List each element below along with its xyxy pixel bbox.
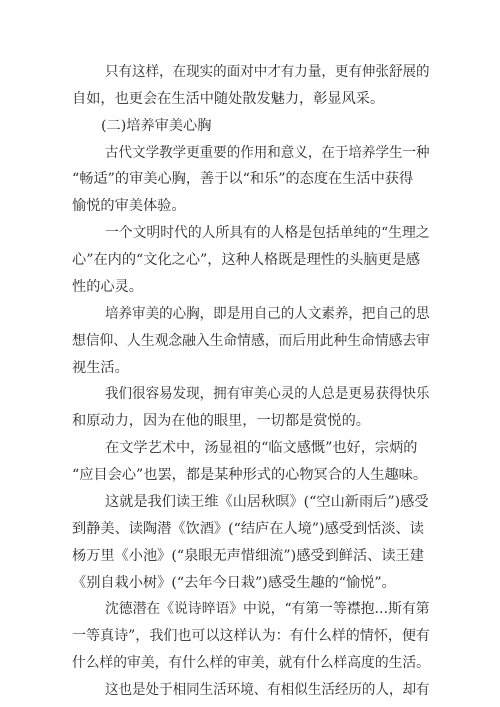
text-line: 这就是我们读王维《山居秋暝》(“空山新雨后”)感受 xyxy=(105,494,429,510)
text-line: 培养审美的心胸，即是用自己的人文素养，把自己的思 xyxy=(105,306,430,322)
text-line: 心”在内的“文化之心”，这种人格既是理性的头脑更是感 xyxy=(72,252,421,268)
text-line: 《别自栽小树》(“去年今日栽”)感受生趣的“愉悦”。 xyxy=(72,575,396,591)
text-line: 沈德潜在《说诗晬语》中说，“有第一等襟抱…斯有第 xyxy=(105,601,430,617)
text-line: 在文学艺术中，汤显祖的“临文感慨”也好，宗炳的 xyxy=(105,440,418,456)
text-line: 到静美、读陶潜《饮酒》(“结庐在人境”)感受到恬淡、读 xyxy=(72,521,424,537)
text-line: 视生活。 xyxy=(72,360,129,376)
text-line: 和原动力，因为在他的眼里，一切都是赏悦的。 xyxy=(72,413,370,429)
section-heading: (二)培养审美心胸 xyxy=(101,118,212,134)
text-line: 只有这样，在现实的面对中才有力量，更有伸张舒展的 xyxy=(105,64,430,80)
text-line: 什么样的审美，有什么样的审美，就有什么样高度的生活。 xyxy=(72,655,430,671)
text-line: “应目会心”也罢，都是某种形式的心物冥合的人生趣味。 xyxy=(72,467,428,483)
text-line: 愉悦的审美体验。 xyxy=(72,198,186,214)
text-line: 自如，也更会在生活中随处散发魅力，彰显风采。 xyxy=(72,91,385,107)
text-line: 杨万里《小池》(“泉眼无声惜细流”)感受到鲜活、读王建 xyxy=(72,548,424,564)
text-line: 想信仰、人生观念融入生命情感，而后用此种生命情感去审 xyxy=(72,333,430,349)
text-line: 这也是处于相同生活环境、有相似生活经历的人，却有 xyxy=(105,682,430,698)
text-line: 一等真诗”，我们也可以这样认为：有什么样的情怀，便有 xyxy=(72,628,430,644)
text-line: 性的心灵。 xyxy=(72,279,143,295)
text-line: 古代文学教学更重要的作用和意义，在于培养学生一种 xyxy=(105,145,430,161)
text-line: 我们很容易发现，拥有审美心灵的人总是更易获得快乐 xyxy=(105,386,430,402)
text-line: 一个文明时代的人所具有的人格是包括单纯的“生理之 xyxy=(105,225,430,241)
text-line: “畅适”的审美心胸，善于以“和乐”的态度在生活中获得 xyxy=(72,171,414,187)
